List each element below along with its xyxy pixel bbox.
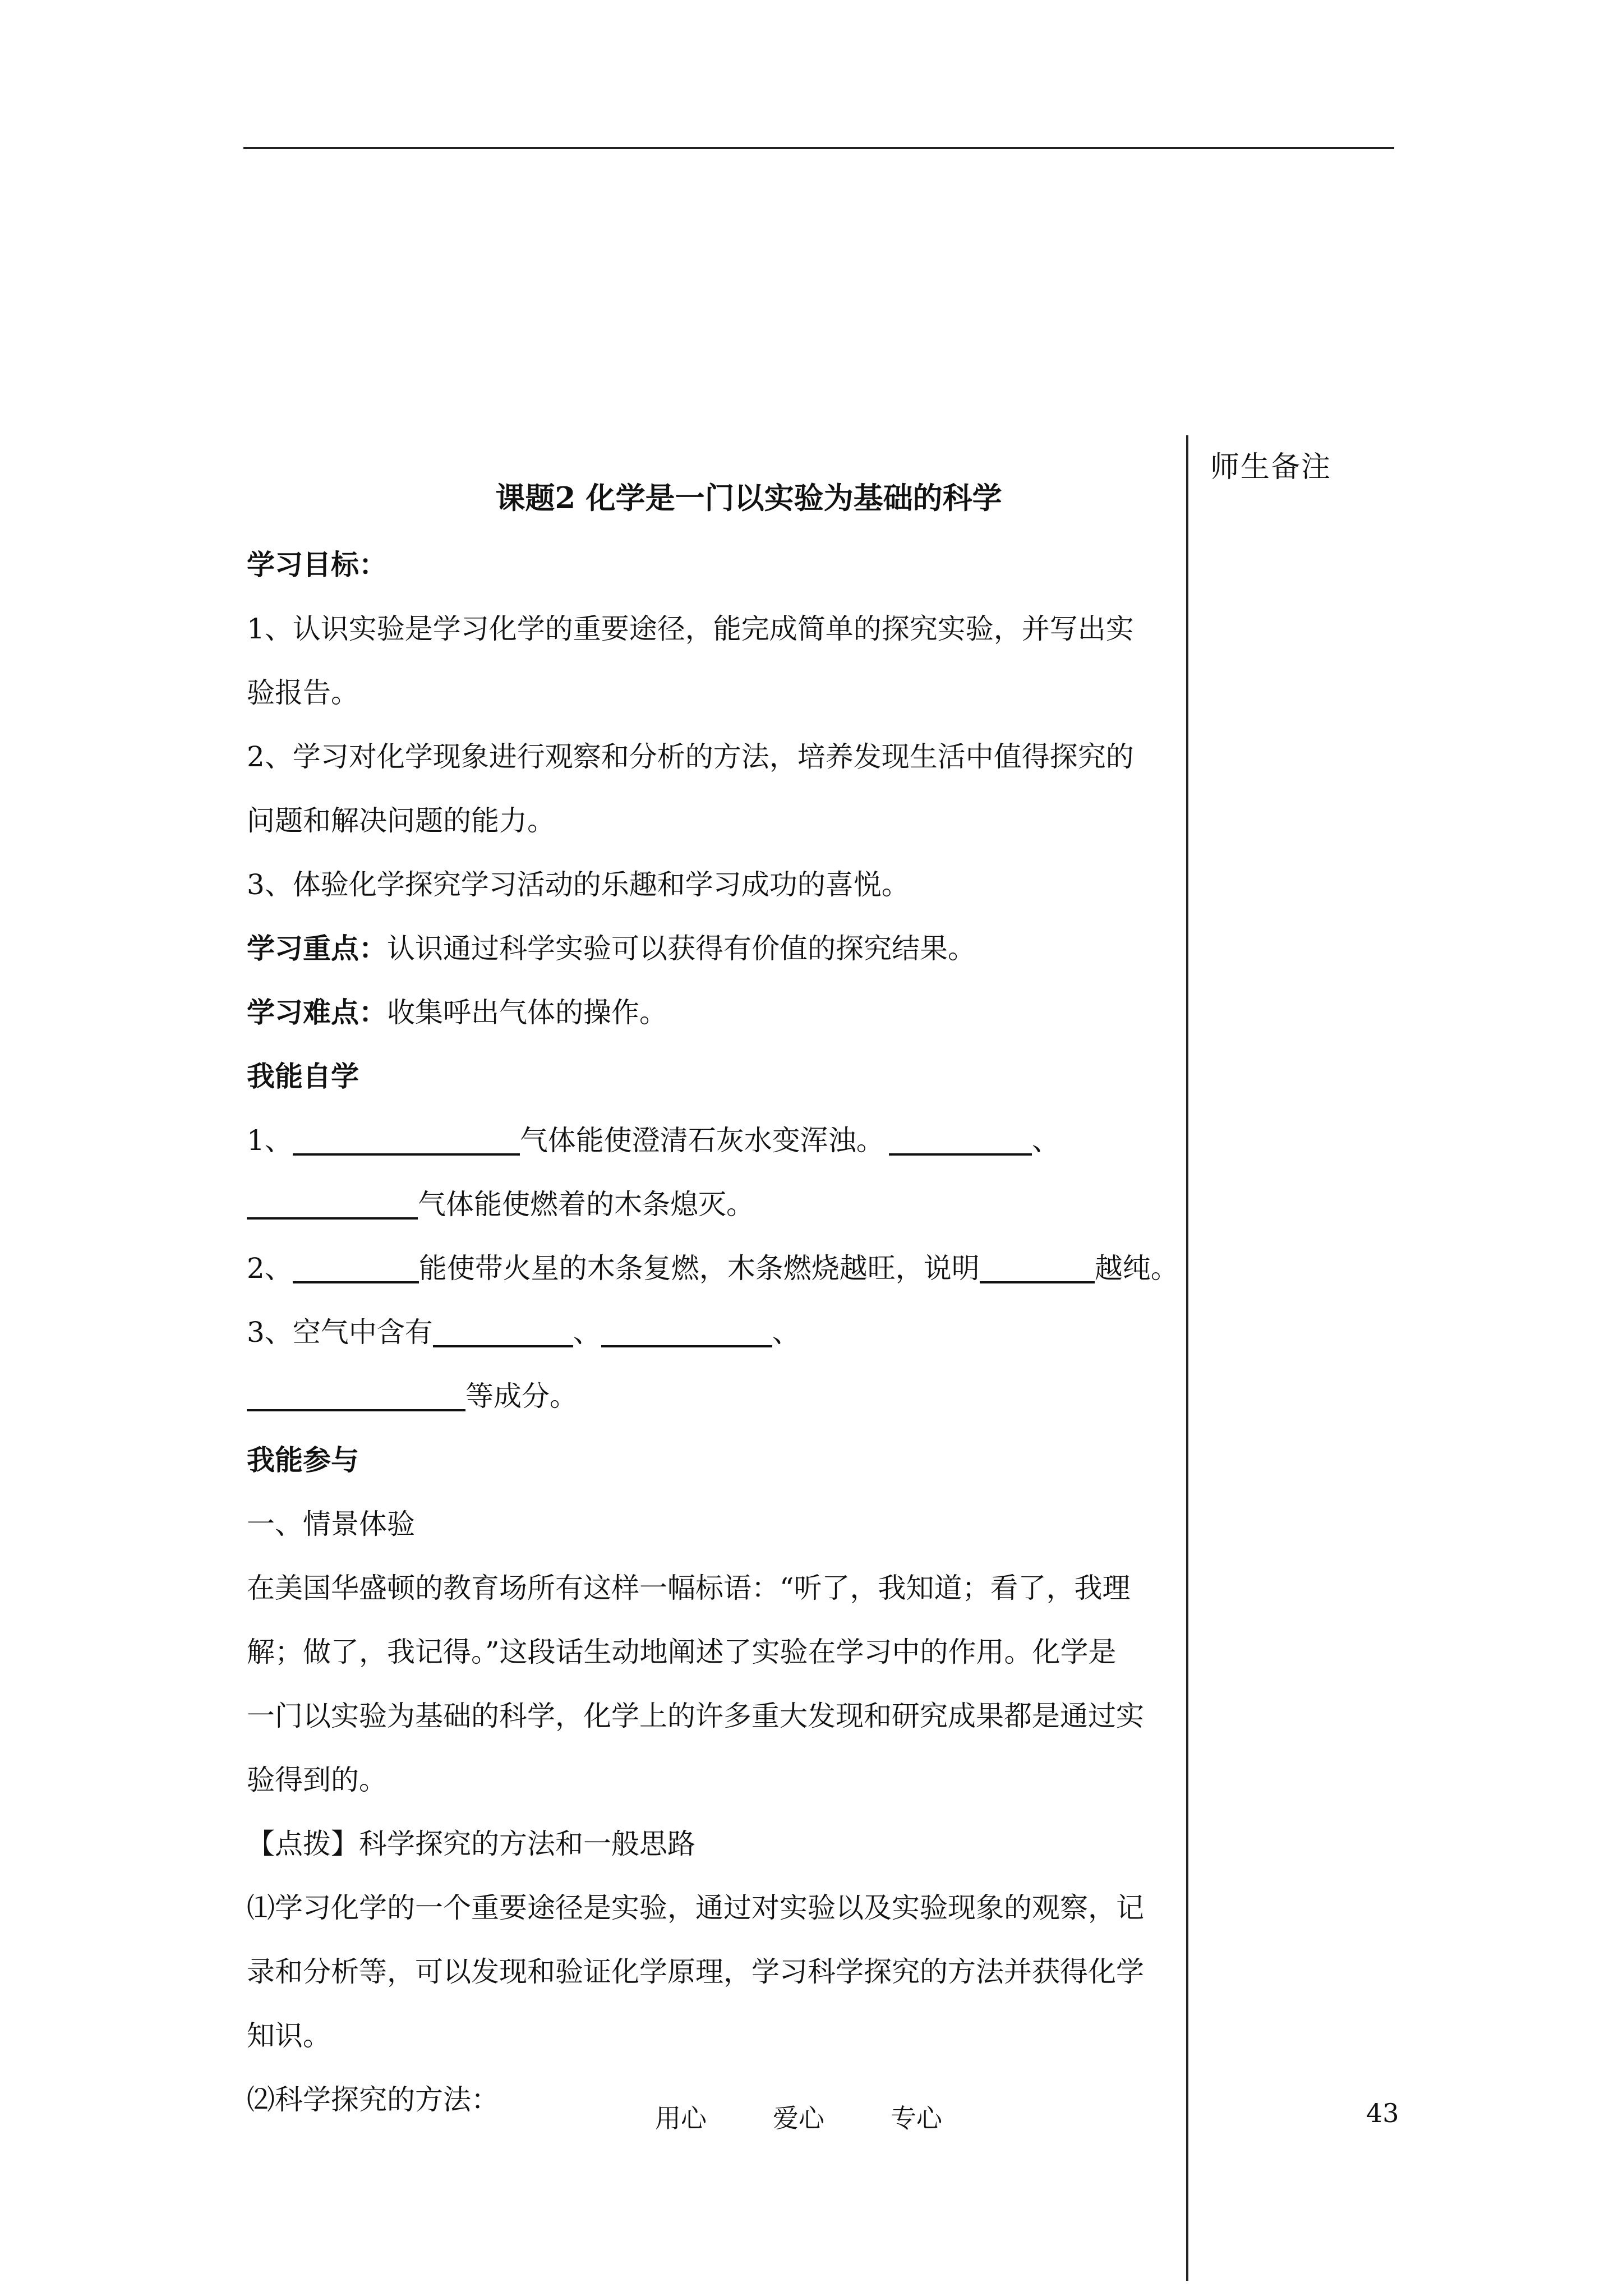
objectives-heading: 学习目标： bbox=[247, 548, 387, 581]
fill-blank[interactable] bbox=[980, 1252, 1095, 1283]
fill-blank[interactable] bbox=[601, 1316, 772, 1347]
self-study-q1a bbox=[247, 1108, 1183, 1172]
para-line-4: 验得到的。 bbox=[247, 1764, 387, 1796]
footer-word-2: 爱心 bbox=[773, 2103, 824, 2133]
key-point-label: 学习重点： bbox=[247, 932, 387, 965]
page-number: 43 bbox=[1366, 2098, 1399, 2128]
q1-number: 1、 bbox=[247, 1124, 293, 1157]
self-study-heading: 我能自学 bbox=[247, 1060, 359, 1093]
para-line-2: 解；做了，我记得。”这段话生动地阐述了实验在学习中的作用。化学是 bbox=[247, 1636, 1117, 1668]
page-title: 课题2 化学是一门以实验为基础的科学 bbox=[495, 481, 1002, 516]
section-1-heading: 一、情景体验 bbox=[247, 1508, 415, 1540]
para-line-3: 一门以实验为基础的科学，化学上的许多重大发现和研究成果都是通过实 bbox=[247, 1700, 1144, 1732]
main-content bbox=[247, 463, 1183, 2132]
objective-1b: 验报告。 bbox=[247, 677, 359, 709]
fill-blank[interactable] bbox=[247, 1380, 465, 1411]
objective-2a: 2、学习对化学现象进行观察和分析的方法，培养发现生活中值得探究的 bbox=[247, 740, 1134, 773]
tip-heading: 【点拨】科学探究的方法和一般思路 bbox=[247, 1828, 695, 1860]
q3-separator-2: 、 bbox=[772, 1316, 800, 1349]
q3-text-end: 等成分。 bbox=[465, 1380, 578, 1412]
objective-3: 3、体验化学探究学习活动的乐趣和学习成功的喜悦。 bbox=[247, 868, 910, 901]
footer-word-1: 用心 bbox=[655, 2103, 707, 2133]
q1-text: 气体能使澄清石灰水变浑浊。 bbox=[519, 1124, 884, 1157]
key-point bbox=[247, 917, 1183, 981]
para-line-1: 在美国华盛顿的教育场所有这样一幅标语：“听了，我知道；看了，我理 bbox=[247, 1572, 1131, 1604]
point-1b: 录和分析等，可以发现和验证化学原理，学习科学探究的方法并获得化学 bbox=[247, 1955, 1144, 1988]
point-1a: ⑴学习化学的一个重要途径是实验，通过对实验以及实验现象的观察，记 bbox=[247, 1892, 1144, 1924]
fill-blank[interactable] bbox=[293, 1124, 520, 1156]
fill-blank[interactable] bbox=[889, 1124, 1032, 1156]
self-study-q1b bbox=[247, 1172, 1183, 1236]
objective-1a: 1、认识实验是学习化学的重要途径，能完成简单的探究实验，并写出实 bbox=[247, 613, 1134, 645]
objective-2b: 问题和解决问题的能力。 bbox=[247, 804, 555, 837]
difficulty-label: 学习难点： bbox=[247, 996, 387, 1029]
q1-text-end: 气体能使燃着的木条熄灭。 bbox=[418, 1188, 754, 1221]
footer-motto bbox=[655, 2098, 1008, 2135]
self-study-q2 bbox=[247, 1236, 1183, 1300]
side-note-heading: 师生备注 bbox=[1210, 450, 1332, 484]
q2-text-end: 越纯。 bbox=[1094, 1252, 1179, 1285]
q3-text: 3、空气中含有 bbox=[247, 1316, 433, 1349]
margin-divider bbox=[1186, 435, 1188, 2281]
fill-blank[interactable] bbox=[293, 1252, 419, 1283]
self-study-q3a bbox=[247, 1300, 1183, 1364]
q1-separator: 、 bbox=[1031, 1124, 1060, 1157]
q2-number: 2、 bbox=[247, 1252, 293, 1285]
fill-blank[interactable] bbox=[433, 1316, 573, 1347]
difficulty-text: 收集呼出气体的操作。 bbox=[387, 996, 667, 1029]
fill-blank[interactable] bbox=[247, 1188, 418, 1220]
q2-text: 能使带火星的木条复燃，木条燃烧越旺，说明 bbox=[418, 1252, 980, 1285]
difficulty bbox=[247, 981, 1183, 1045]
point-2: ⑵科学探究的方法： bbox=[247, 2083, 499, 2116]
key-point-text: 认识通过科学实验可以获得有价值的探究结果。 bbox=[387, 932, 976, 965]
header-rule bbox=[243, 147, 1394, 149]
self-study-q3b bbox=[247, 1364, 1183, 1428]
participate-heading: 我能参与 bbox=[247, 1443, 359, 1476]
footer-word-3: 专心 bbox=[891, 2103, 942, 2133]
q3-separator-1: 、 bbox=[573, 1316, 601, 1349]
point-1c: 知识。 bbox=[247, 2019, 331, 2052]
